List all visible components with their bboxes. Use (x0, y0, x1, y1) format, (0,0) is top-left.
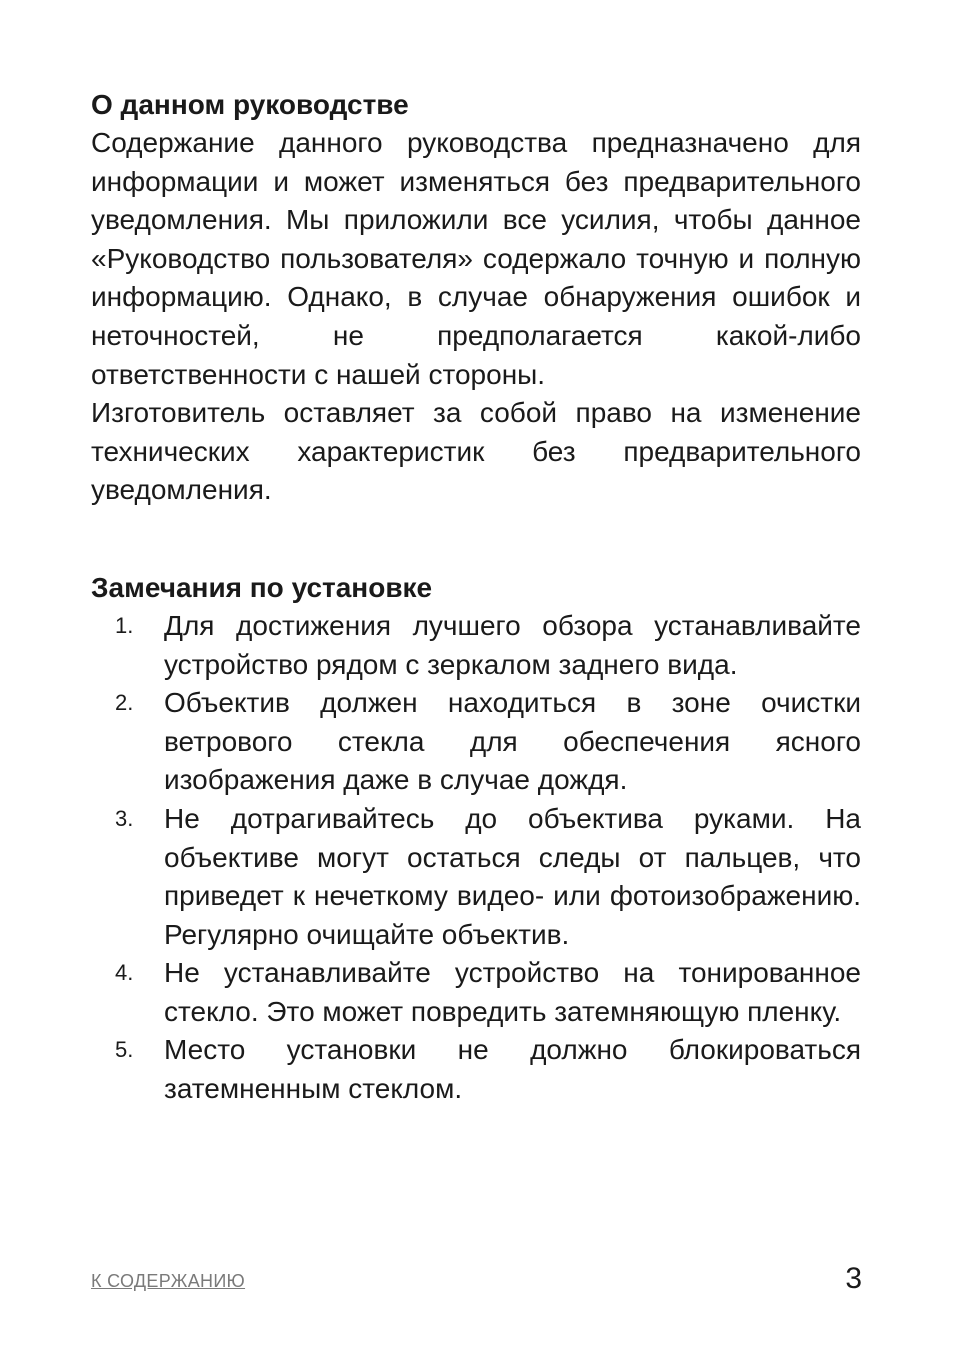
list-item (91, 954, 861, 1031)
table-of-contents-link[interactable]: К СОДЕРЖАНИЮ (91, 1271, 246, 1291)
page-number: 3 (845, 1262, 862, 1295)
install-notes-list (91, 607, 861, 1109)
list-item-number: 2. (115, 690, 134, 716)
page-content (91, 86, 861, 1109)
list-item-number: 3. (115, 805, 134, 831)
list-item-number: 5. (115, 1037, 134, 1063)
list-item-number: 4. (115, 960, 134, 986)
about-section (91, 86, 861, 510)
list-item-number: 1. (115, 612, 134, 638)
about-paragraph-1: Содержание данного руководства предназначено для информации и может изменяться без предварительного уведомления. Мы приложили все усилия, чтобы данное «Руководство пользователя» содержало точную и полную информацию. Однако, в случае обнаружения ошибок и неточностей, не предполагается какой-либо ответственности с нашей стороны. (91, 127, 861, 390)
list-item (91, 800, 861, 954)
list-item (91, 684, 861, 800)
list-item-text: Не устанавливайте устройство на тонированное стекло. Это может повредить затемняющую пленку. (164, 957, 861, 1027)
list-item-text: Не дотрагивайтесь до объектива руками. На объективе могут остаться следы от пальцев, что приведет к нечеткому видео- или фотоизображению. Регулярно очищайте объектив. (164, 802, 861, 950)
install-title: Замечания по установке (91, 571, 433, 603)
list-item-text: Объектив должен находиться в зоне очистки ветрового стекла для обеспечения ясного изображения даже в случае дождя. (164, 687, 861, 796)
about-paragraph-2: Изготовитель оставляет за собой право на изменение технических характеристик без предварительного уведомления. (91, 397, 861, 506)
install-section (91, 569, 861, 1109)
list-item-text: Место установки не должно блокироваться затемненным стеклом. (164, 1034, 861, 1105)
list-item (91, 1031, 861, 1108)
list-item-text: Для достижения лучшего обзора устанавливайте устройство рядом с зеркалом заднего вида. (164, 609, 861, 680)
about-title: О данном руководстве (91, 89, 409, 120)
list-item (91, 607, 861, 684)
